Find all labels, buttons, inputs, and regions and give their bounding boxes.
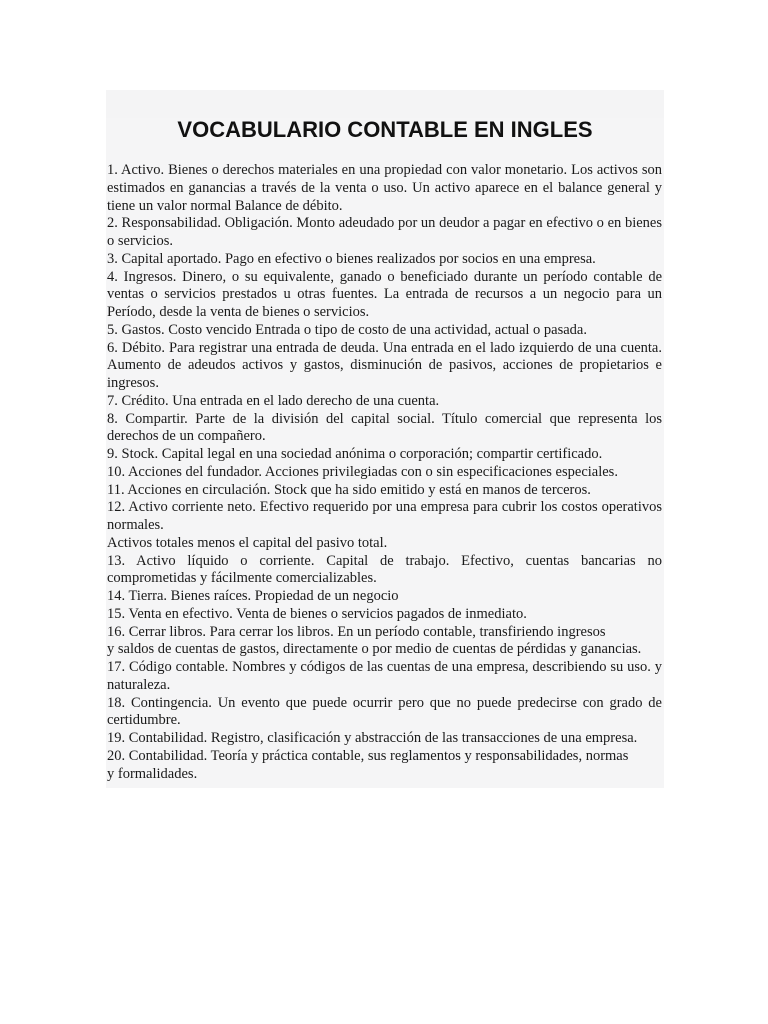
document-title: VOCABULARIO CONTABLE EN INGLES (177, 117, 593, 142)
paragraph-19: 19. Contabilidad. Registro, clasificación y abstracción de las transacciones de una empresa. (107, 730, 638, 746)
paragraph-18: 18. Contingencia. Un evento que puede ocurrir pero que no puede predecirse con grado de certidumbre. (107, 694, 662, 729)
paragraph-2: 2. Responsabilidad. Obligación. Monto adeudado por un deudor a pagar en efectivo o en bienes o servicios. (107, 215, 662, 249)
paragraph-11: 11. Acciones en circulación. Stock que ha sido emitido y está en manos de terceros. (107, 481, 591, 498)
paragraph-3: 3. Capital aportado. Pago en efectivo o bienes realizados por socios en una empresa. (107, 250, 596, 267)
paragraph-7: 7. Crédito. Una entrada en el lado derecho de una cuenta. (107, 392, 440, 409)
paragraph-12: 12. Activo corriente neto. Efectivo requerido por una empresa para cubrir los costos operativos normales. (107, 499, 662, 533)
paragraph-12-continued: Activos totales menos el capital del pasivo total. (107, 534, 388, 551)
paragraph-4: 4. Ingresos. Dinero, o su equivalente, ganado o beneficiado durante un período contable de ventas o servicios prestados u otras fuentes. La entrada de recursos a un negocio para un Período, desde la venta de bienes o servicios. (107, 268, 662, 320)
page-header-band (106, 90, 664, 118)
paragraph-5: 5. Gastos. Costo vencido Entrada o tipo de costo de una actividad, actual o pasada. (107, 321, 587, 338)
paragraph-13: 13. Activo líquido o corriente. Capital de trabajo. Efectivo, cuentas bancarias no comprometidas y fácilmente comercializables. (107, 552, 662, 587)
paragraph-20-continued: y formalidades. (107, 765, 198, 782)
paragraph-1: 1. Activo. Bienes o derechos materiales en una propiedad con valor monetario. Los activos son estimados en ganancias a través de la venta o uso. Un activo aparece en el balance general y tiene un valor normal Balance de débito. (107, 162, 662, 214)
paragraph-17: 17. Código contable. Nombres y códigos de las cuentas de una empresa, describiendo su uso. y naturaleza. (107, 659, 662, 693)
paragraph-8: 8. Compartir. Parte de la división del capital social. Título comercial que representa los derechos de un compañero. (107, 410, 662, 445)
document-body (107, 162, 662, 783)
paragraph-20: 20. Contabilidad. Teoría y práctica contable, sus reglamentos y responsabilidades, normas (107, 747, 629, 764)
paragraph-15: 15. Venta en efectivo. Venta de bienes o servicios pagados de inmediato. (107, 605, 527, 622)
paragraph-9: 9. Stock. Capital legal en una sociedad anónima o corporación; compartir certificado. (107, 446, 603, 462)
paragraph-6: 6. Débito. Para registrar una entrada de deuda. Una entrada en el lado izquierdo de una cuenta. Aumento de adeudos activos y gastos, disminución de pasivos, acciones de propietarios e ingresos. (107, 339, 662, 391)
paragraph-10: 10. Acciones del fundador. Acciones privilegiadas con o sin especificaciones especiales. (107, 463, 618, 480)
paragraph-16-continued: y saldos de cuentas de gastos, directamente o por medio de cuentas de pérdidas y ganancias. (107, 641, 642, 658)
paragraph-14: 14. Tierra. Bienes raíces. Propiedad de un negocio (107, 588, 399, 604)
paragraph-16: 16. Cerrar libros. Para cerrar los libros. En un período contable, transfiriendo ingresos (107, 623, 606, 640)
